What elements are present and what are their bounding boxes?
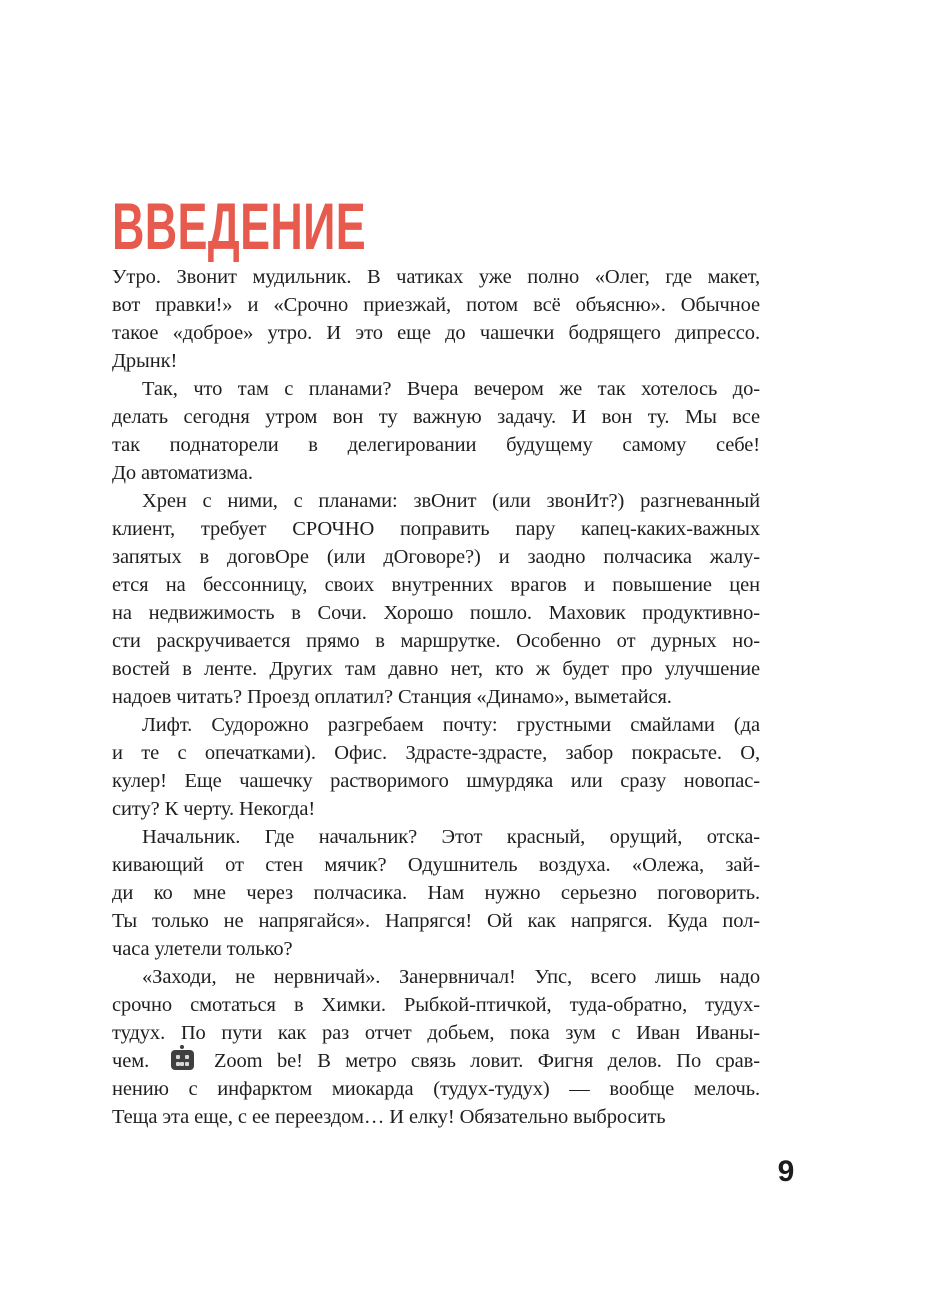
text-line: Начальник. Где начальник? Этот красный, орущий, отска- xyxy=(142,826,760,848)
robot-emoji-icon xyxy=(171,1050,194,1070)
text-line: ситу? К черту. Некогда! xyxy=(112,798,316,820)
text-line: Теща эта еще, с ее переездом… И елку! Обязательно выбросить xyxy=(112,1106,666,1128)
text-line: «Заходи, не нервничай». Занервничал! Упс, всего лишь надо xyxy=(142,966,760,988)
text-line: Утро. Звонит мудильник. В чатиках уже полно «Олег, где макет, xyxy=(112,266,760,288)
text-line: на недвижимость в Сочи. Хорошо пошло. Маховик продуктивно- xyxy=(112,602,760,624)
text-line: чем. Zoom be! В метро связь ловит. Фигня делов. По срав- xyxy=(112,1050,760,1072)
text-line: делать сегодня утром вон ту важную задачу. И вон ту. Мы все xyxy=(112,406,760,428)
text-line: запятых в договОре (или дОговоре?) и заодно полчасика жалу- xyxy=(112,546,760,568)
text-line: Дрынк! xyxy=(112,350,178,372)
text-line: вот правки!» и «Срочно приезжай, потом всё объясню». Обычное xyxy=(112,294,760,316)
text-line: и те с опечатками). Офис. Здрасте-здрасте, забор покрасьте. О, xyxy=(112,742,760,764)
chapter-heading: ВВЕДЕНИЕ xyxy=(112,189,366,263)
text-line: такое «доброе» утро. И это еще до чашечки бодрящего дипрессо. xyxy=(112,322,760,344)
text-line: так поднаторели в делегировании будущему самому себе! xyxy=(112,434,760,456)
text-line: нению с инфарктом миокарда (тудух-тудух) — вообще мелочь. xyxy=(112,1078,760,1100)
text-line: востей в ленте. Других там давно нет, кто ж будет про улучшение xyxy=(112,658,760,680)
text-line: срочно смотаться в Химки. Рыбкой-птичкой, туда-обратно, тудух- xyxy=(112,994,760,1016)
paragraph xyxy=(112,823,760,963)
text-line: тудух. По пути как раз отчет добьем, пока зум с Иван Иваны- xyxy=(112,1022,760,1044)
paragraph xyxy=(112,263,760,375)
text-line: Лифт. Судорожно разгребаем почту: грустными смайлами (да xyxy=(142,714,760,736)
text-line: ди ко мне через полчасика. Нам нужно серьезно поговорить. xyxy=(112,882,760,904)
paragraph xyxy=(112,711,760,823)
text-line: клиент, требует СРОЧНО поправить пару капец-каких-важных xyxy=(112,518,760,540)
text-line: Хрен с ними, с планами: звОнит (или звонИт?) разгневанный xyxy=(142,490,760,512)
text-line: ется на бессонницу, своих внутренних врагов и повышение цен xyxy=(112,574,760,596)
body-text xyxy=(112,263,760,1131)
paragraph xyxy=(112,963,760,1131)
text-line: сти раскручивается прямо в маршрутке. Особенно от дурных но- xyxy=(112,630,760,652)
paragraph xyxy=(112,375,760,487)
text-line: надоев читать? Проезд оплатил? Станция «Динамо», выметайся. xyxy=(112,686,672,708)
text-line: Ты только не напрягайся». Напрягся! Ой как напрягся. Куда пол- xyxy=(112,910,760,932)
text-line: Так, что там с планами? Вчера вечером же так хотелось до- xyxy=(142,378,760,400)
text-line: кулер! Еще чашечку растворимого шмурдяка или сразу новопас- xyxy=(112,770,760,792)
text-line: часа улетели только? xyxy=(112,938,293,960)
text-line: До автоматизма. xyxy=(112,462,253,484)
paragraph xyxy=(112,487,760,711)
text-line: кивающий от стен мячик? Одушнитель воздуха. «Олежа, зай- xyxy=(112,854,760,876)
page-number: 9 xyxy=(777,1155,795,1188)
